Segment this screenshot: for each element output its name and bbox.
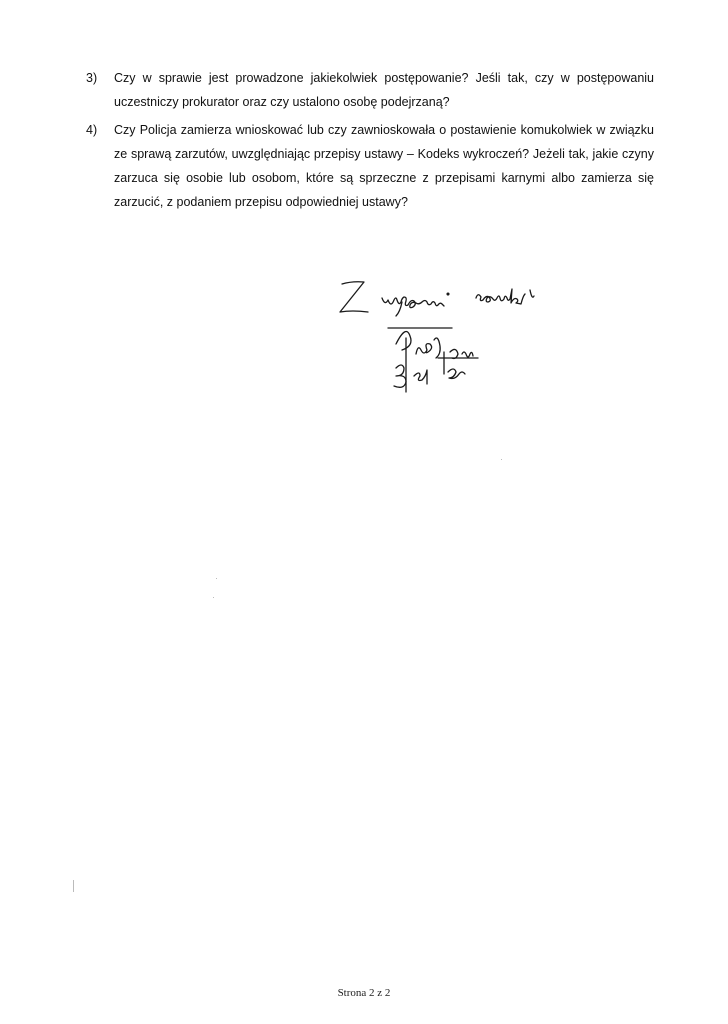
- question-list: [86, 66, 654, 218]
- scan-speck: [73, 880, 74, 892]
- scan-speck: [216, 578, 217, 579]
- handwritten-signature: [330, 272, 560, 412]
- question-text: Czy w sprawie jest prowadzone jakiekolwiek postępowanie? Jeśli tak, czy w postępowaniu uczestniczy prokurator oraz czy ustalono osobę podejrzaną?: [114, 71, 654, 109]
- scan-speck: [501, 459, 502, 460]
- scan-speck: [213, 597, 214, 598]
- page-number-footer: Strona 2 z 2: [337, 987, 391, 999]
- question-number: 3): [86, 71, 98, 85]
- question-number: 4): [86, 123, 98, 137]
- list-item: [86, 66, 654, 114]
- question-text: Czy Policja zamierza wnioskować lub czy zawnioskowała o postawienie komukolwiek w związku ze sprawą zarzutów, uwzględniając przepisy ustawy – Kodeks wykroczeń? Jeżeli tak, jakie czyny zarzuca się osobie lub osobom, które są sprzeczne z przepisami karnymi albo zamierza się zarzucić, z podaniem przepisu odpowiedniej ustawy?: [114, 123, 654, 209]
- list-item: [86, 118, 654, 214]
